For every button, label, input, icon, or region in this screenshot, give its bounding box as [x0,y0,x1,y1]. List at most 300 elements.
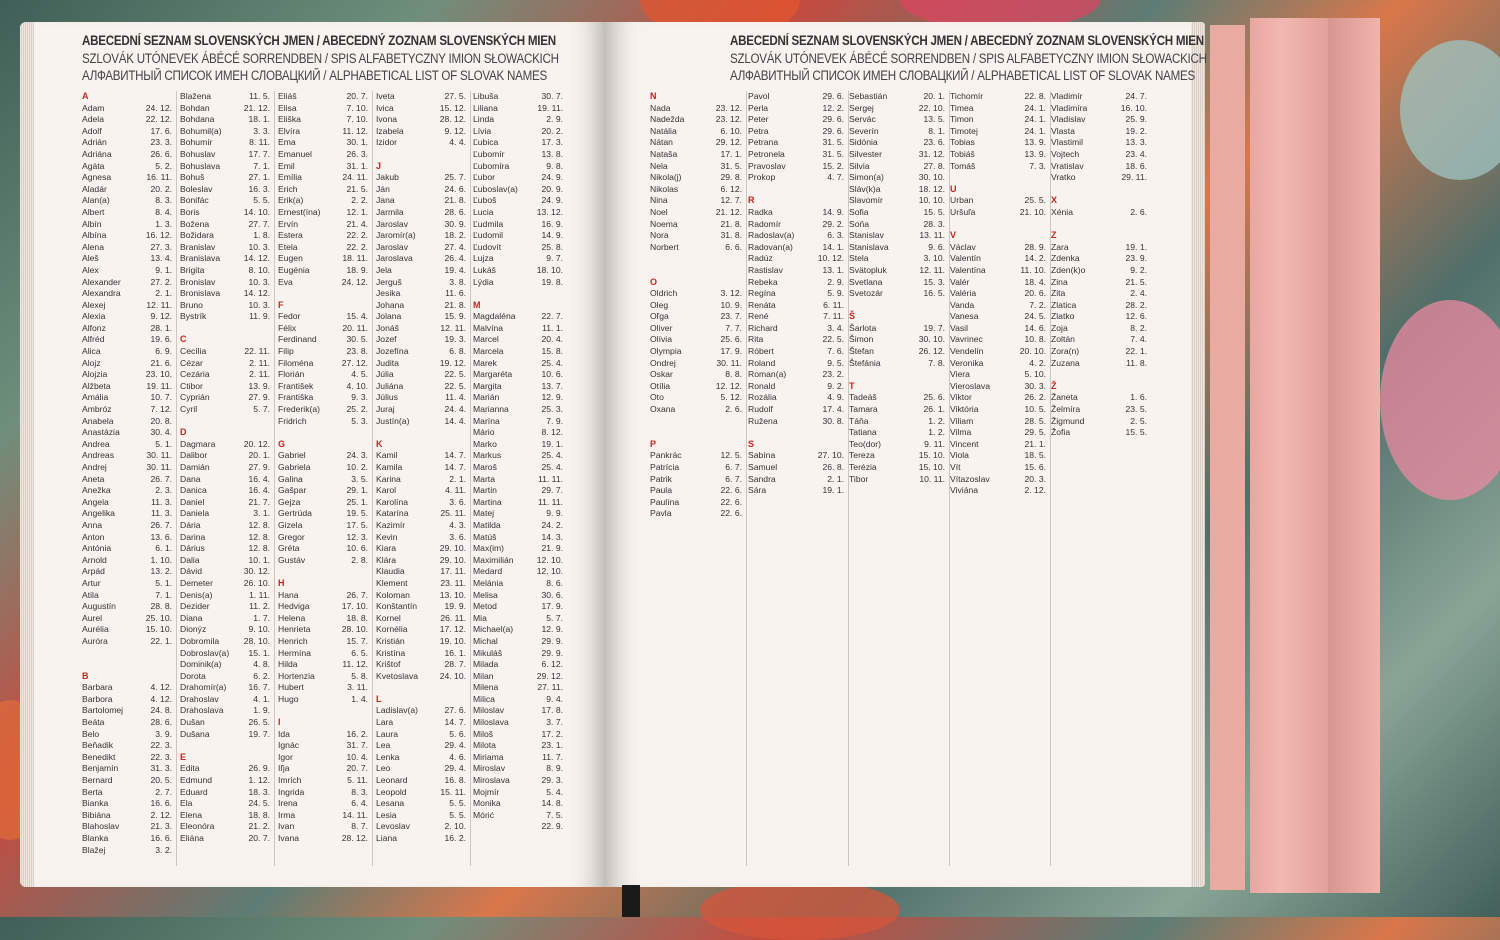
name: Diana [180,612,203,623]
name: Jaroslav [376,241,408,252]
name-entry [82,230,172,242]
name: Ľudomil [473,230,504,241]
name: Agnesa [82,172,112,183]
name: Ferdinand [278,334,317,345]
name-day-date: 29. 12. [536,670,563,681]
name-entry [376,763,466,775]
name-day-date: 4. 5. [351,369,368,380]
name-day-date: 22. 8. [1024,91,1046,101]
name: Filip [278,346,294,357]
spacer [748,427,844,439]
name-day-date: 6. 10. [720,125,742,136]
name: Beňadik [82,740,114,751]
name-entry [180,763,270,775]
name-entry [180,369,270,381]
spacer [180,323,270,335]
name-day-date: 2. 9. [827,276,844,287]
letter-heading: Z [1051,230,1057,241]
name-day-date: 11. 3. [151,496,172,507]
name: Radomír [748,218,781,229]
name: Zlatko [1051,311,1075,322]
name: Lenka [376,751,400,762]
name-day-date: 12. 11. [440,322,466,333]
name: Vladimíra [1051,102,1088,113]
name-entry [82,114,172,126]
name: Blažena [180,91,212,101]
name-entry [950,462,1046,474]
name-entry [82,219,172,231]
name-entry [376,416,466,428]
name-entry [1051,91,1147,103]
name-day-date: 23. 1. [541,740,563,751]
name: Michal [473,635,498,646]
name: Félix [278,322,297,333]
name-entry [278,149,368,161]
name-day-date: 20. 10. [1019,346,1046,357]
name: Daniel [180,496,205,507]
name-day-date: 22. 5. [822,334,844,345]
name-day-date: 6. 2. [253,670,270,681]
name: Boleslav [180,183,213,194]
name: Svetlana [849,276,883,287]
name: Sofia [849,206,869,217]
name: Karol [376,485,397,496]
name-day-date: 11. 1. [542,322,563,333]
name-day-date: 26. 7. [150,473,172,484]
name-day-date: 12. 10. [536,566,563,577]
name-day-date: 7. 7. [725,322,742,333]
name-day-date: 31. 7. [346,740,368,751]
name-day-date: 25. 4. [541,450,563,461]
name: Mário [473,427,495,438]
spacer [849,369,945,381]
spacer [376,149,466,161]
name-day-date: 26. 8. [822,462,844,472]
name: Dušan [180,717,205,728]
name: Juraj [376,404,395,415]
letter-heading: P [650,438,657,449]
name-entry [748,137,844,149]
name: Rebeka [748,276,778,287]
name-day-date: 5. 12. [720,392,742,403]
name-entry [748,172,844,184]
name: Božena [180,218,210,229]
name: Žaneta [1051,392,1078,403]
name-day-date: 19. 1. [541,438,563,449]
name: Aneta [82,473,105,484]
name-day-date: 17. 7. [248,148,270,159]
name: Mikuláš [473,647,503,658]
name-entry [180,729,270,741]
name-day-date: 3. 5. [351,473,368,484]
name-entry [950,91,1046,103]
name-day-date: 3. 11. [347,682,368,693]
name: Timon [950,114,974,125]
name-entry [1051,346,1147,358]
name-day-date: 8. 3. [351,786,368,797]
name-entry [82,636,172,648]
name-day-date: 17. 8. [541,705,563,716]
name: Hilda [278,659,298,670]
name-entry [473,358,563,370]
name-entry [748,311,844,323]
name-day-date: 27. 5. [444,91,466,101]
name-day-date: 17. 11. [440,566,466,577]
name: Veronika [950,357,984,368]
letter-heading: O [650,276,658,287]
name-entry [82,323,172,335]
name-day-date: 17. 9. [720,346,742,357]
name-entry [376,590,466,602]
spacer [278,288,368,300]
name: Vítazoslav [950,473,990,484]
name-entry [1051,265,1147,277]
name-day-date: 16. 2. [444,833,466,843]
name-entry [748,161,844,173]
name-day-date: 19. 3. [444,334,466,345]
name-entry [473,404,563,416]
name: Hortenzia [278,670,315,681]
name: Alena [82,241,104,252]
name-entry [473,601,563,613]
name-entry [278,265,368,277]
name-day-date: 5. 3. [351,415,368,426]
name-day-date: 22. 1. [1125,346,1147,357]
name-day-date: 16. 4. [248,473,270,484]
name: Lucia [473,206,494,217]
name: Noema [650,218,678,229]
name-entry [278,636,368,648]
name: Patrik [650,473,672,484]
name-entry [180,184,270,196]
name-day-date: 30. 11. [146,462,172,472]
name-entry [376,358,466,370]
name-entry [278,601,368,613]
name-day-date: 21. 6. [150,357,172,368]
name-entry [278,416,368,428]
name-entry [473,253,563,265]
name-day-date: 19. 11. [537,102,563,113]
spacer [650,265,742,277]
name-day-date: 3. 9. [155,728,172,739]
name: Damián [180,462,210,472]
name: Gizela [278,519,303,530]
name: Miriama [473,751,504,762]
name-day-date: 27. 11. [537,682,563,693]
name-entry [849,149,945,161]
name-entry [278,242,368,254]
name-entry [748,474,844,486]
name-day-date: 22. 2. [346,241,368,252]
name: Juliána [376,380,404,391]
name-entry [473,555,563,567]
name: Prokop [748,172,776,183]
name-day-date: 5. 10. [1024,369,1046,380]
name-day-date: 13. 5. [923,114,945,125]
name-entry [650,137,742,149]
name: Alojz [82,357,101,368]
name-day-date: 29. 4. [444,763,466,774]
name-day-date: 4. 7. [827,172,844,183]
name-entry [278,195,368,207]
name: Edmund [180,775,213,786]
name: Nina [650,195,668,206]
name-day-date: 25. 8. [541,241,563,252]
name: Libuša [473,91,499,101]
name-entry [473,242,563,254]
name-day-date: 13. 10. [439,589,466,600]
header-line-2: SZLOVÁK UTÓNEVEK ÁBÉCÉ SORRENDBEN / SPIS ALFABETYCZNY IMION SŁOWACKICH [82,50,559,66]
name: Lara [376,717,394,728]
cover-flower [1380,300,1500,500]
name-day-date: 6. 1. [155,543,172,554]
name: Dana [180,473,201,484]
name: Zita [1051,288,1066,299]
name: Vasil [950,322,968,333]
name-entry [473,671,563,683]
letter-heading: M [473,299,481,310]
name-entry [278,184,368,196]
name-day-date: 29. 4. [444,740,466,751]
name-entry [278,787,368,799]
name-entry [180,392,270,404]
name: Tamara [849,404,878,415]
name-day-date: 2. 3. [155,485,172,496]
name-day-date: 5. 8. [351,670,368,681]
name: Sidónia [849,137,878,148]
name-entry [82,775,172,787]
name: Tibor [849,473,869,484]
name-day-date: 25. 1. [346,496,368,507]
name-entry [473,439,563,451]
name-day-date: 16. 11. [146,172,172,183]
name-entry [82,694,172,706]
name-entry [473,497,563,509]
name-entry [82,845,172,857]
name-day-date: 4. 12. [150,693,172,704]
name-entry [1051,288,1147,300]
name: Sabína [748,450,776,461]
name-entry [376,787,466,799]
name-day-date: 24. 12. [145,102,172,113]
name: Dária [180,519,201,530]
name-day-date: 26. 12. [918,346,945,357]
name-day-date: 18. 11. [342,253,368,264]
name-day-date: 31. 5. [720,160,742,171]
name: Richard [748,322,778,333]
name-entry [748,416,844,428]
name-entry [278,161,368,173]
name: Olívia [650,334,672,345]
name: Gustáv [278,554,306,565]
name: Erich [278,183,298,194]
name: Dorota [180,670,206,681]
name: Ernest(ína) [278,206,321,217]
name-day-date: 22. 6. [720,508,742,519]
name: Melánia [473,577,504,588]
name-entry [950,416,1046,428]
name-day-date: 19. 6. [150,334,172,345]
name-day-date: 8. 2. [1130,322,1147,333]
name-day-date: 16. 6. [150,833,172,843]
name-day-date: 13. 3. [1125,137,1147,148]
name-day-date: 1. 4. [351,693,368,704]
name-entry [473,659,563,671]
name-entry [650,369,742,381]
name-day-date: 8. 8. [725,369,742,380]
name-day-date: 30. 11. [146,450,172,461]
name-day-date: 5. 5. [449,809,466,820]
name-entry [376,821,466,833]
name: Tomáš [950,160,976,171]
name-entry [473,705,563,717]
name-entry [278,381,368,393]
name-day-date: 8. 4. [155,206,172,217]
name-day-date: 15. 10. [918,450,945,461]
name-day-date: 21. 8. [444,195,466,206]
name-day-date: 28. 12. [341,833,368,843]
name: Rita [748,334,764,345]
name-day-date: 30. 4. [150,427,172,438]
name-entry [473,485,563,497]
name-day-date: 20. 9. [541,183,563,194]
name-entry [376,532,466,544]
name-day-date: 2. 1. [449,473,466,484]
name-day-date: 14. 9. [541,230,563,241]
name-day-date: 16. 8. [444,775,466,786]
name-day-date: 20. 1. [248,450,270,461]
name-day-date: 5. 11. [347,775,368,786]
name: Estera [278,230,303,241]
name: Irena [278,798,298,809]
spacer [950,219,1046,231]
name-entry [748,207,844,219]
name-entry [650,358,742,370]
spacer [1051,219,1147,231]
name-day-date: 24. 9. [541,195,563,206]
name: Pavol [748,91,770,101]
name-entry [278,555,368,567]
name-entry [82,474,172,486]
name-day-date: 22. 12. [145,114,172,125]
name-day-date: 10. 8. [1024,334,1046,345]
name: Imrich [278,775,302,786]
name: Markus [473,450,502,461]
name-entry [748,462,844,474]
name-entry [180,195,270,207]
name-day-date: 4. 9. [827,392,844,403]
name-entry [180,485,270,497]
name-entry [82,624,172,636]
name: Laura [376,728,398,739]
name-day-date: 2. 1. [827,473,844,484]
name-entry [278,311,368,323]
name: Vít [950,462,961,472]
name: Arpád [82,566,105,577]
name: Linda [473,114,495,125]
name-day-date: 14. 3. [541,531,563,542]
name-day-date: 6. 9. [155,346,172,357]
letter-heading: S [748,438,755,449]
name-entry [278,624,368,636]
name: Maroš [473,462,497,472]
name-day-date: 6. 7. [725,473,742,484]
name-entry [278,462,368,474]
name-day-date: 21. 3. [150,821,172,832]
name: Anna [82,519,103,530]
name-day-date: 14. 9. [822,206,844,217]
name-day-date: 11. 11. [537,473,563,484]
name-day-date: 27. 3. [150,241,172,252]
name: Renáta [748,299,776,310]
name: Bohuslav [180,148,216,159]
name: Miloš [473,728,494,739]
name: Zdenka [1051,253,1080,264]
name-day-date: 21. 2. [248,821,270,832]
name-day-date: 12. 2. [822,102,844,113]
name-entry [278,740,368,752]
name-entry [473,172,563,184]
name: Adrián [82,137,107,148]
name-entry [180,671,270,683]
name-day-date: 26. 7. [150,519,172,530]
name-day-date: 18. 1. [248,114,270,125]
name-day-date: 19. 5. [346,508,368,519]
name-entry [748,300,844,312]
name-day-date: 26. 5. [248,717,270,728]
name-entry [748,253,844,265]
name-entry [82,439,172,451]
name: Dionýz [180,624,207,635]
name: Ľubomír [473,148,505,159]
name-day-date: 23. 12. [715,114,742,125]
name-entry [278,763,368,775]
name: Július [376,392,398,403]
name-entry [473,810,563,822]
name-entry [950,161,1046,173]
name-entry [180,91,270,103]
name-entry [650,381,742,393]
name-day-date: 17. 1. [720,148,742,159]
name-day-date: 1. 10. [150,554,172,565]
name: Lívia [473,125,492,136]
name-entry [82,334,172,346]
name-entry [278,207,368,219]
letter-heading: C [180,334,187,345]
name-entry [473,207,563,219]
name-entry [180,126,270,138]
name-day-date: 25. 6. [720,334,742,345]
name-day-date: 5. 6. [449,728,466,739]
name-entry [473,369,563,381]
name: Viola [950,450,969,461]
name-entry [748,381,844,393]
name-entry [849,103,945,115]
name-entry [748,392,844,404]
name-entry [180,717,270,729]
name-day-date: 2. 6. [1130,206,1147,217]
name-entry [82,358,172,370]
name: Jolana [376,311,402,322]
name-entry [1051,358,1147,370]
name-day-date: 5. 7. [546,612,563,623]
name-day-date: 24. 5. [1024,311,1046,322]
name: Bianka [82,798,109,809]
name: Zlatica [1051,299,1077,310]
name: Anabela [82,415,114,426]
name: Atila [82,589,99,600]
name: Jarmila [376,206,404,217]
